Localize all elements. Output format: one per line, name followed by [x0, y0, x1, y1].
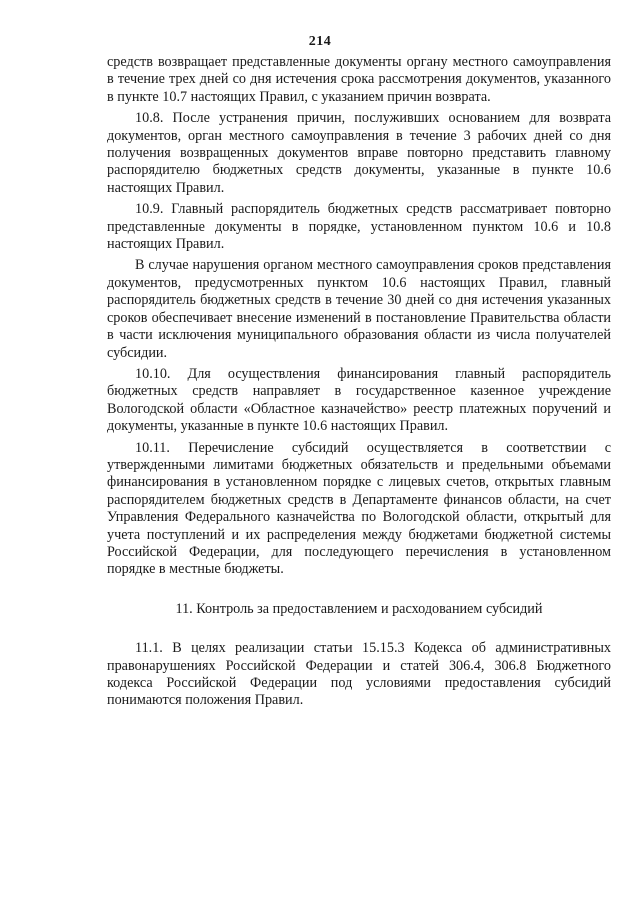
- paragraph-10-11: 10.11. Перечисление субсидий осуществляется в соответствии с утвержденными лимитами бюджетных обязательств и предельными объемами финансирования в установленном порядке с лицевых счетов, открытых главным распорядителем бюджетных средств в Департаменте финансов области, на счет Управления Федерального казначейства по Вологодской области, открытый для учета поступлений и их распределения между бюджетами бюджетной системы Российской Федерации, для последующего перечисления в установленном порядке в местные бюджеты.: [107, 439, 611, 578]
- paragraph-11-1: 11.1. В целях реализации статьи 15.15.3 Кодекса об административных правонарушениях Российской Федерации и статей 306.4, 306.8 Бюджетного кодекса Российской Федерации под условиями предоставления субсидий понимаются положения Правил.: [107, 640, 611, 709]
- paragraph-continuation: средств возвращает представленные документы органу местного самоуправления в течение трех дней со дня истечения срока рассмотрения документов, указанного в пункте 10.7 настоящих Правил, с указанием причин возврата.: [107, 54, 611, 105]
- paragraph-10-9: 10.9. Главный распорядитель бюджетных средств рассматривает повторно представленные документы в порядке, установленном пунктом 10.6 и 10.8 настоящих Правил.: [107, 201, 611, 253]
- section-heading: 11. Контроль за предоставлением и расходованием субсидий: [175, 600, 543, 617]
- paragraph-deadline-violation: В случае нарушения органом местного самоуправления сроков представления документов, предусмотренных пунктом 10.6 настоящих Правил, главный распорядитель бюджетных средств в течение 30 дней со дня истечения указанных сроков обеспечивает внесение изменений в постановление Правительства области в части исключения муниципального образования области из числа получателей субсидии.: [107, 257, 611, 361]
- document-body: [107, 54, 611, 714]
- page-number: 214: [308, 34, 332, 49]
- paragraph-10-10: 10.10. Для осуществления финансирования главный распорядитель бюджетных средств направляет в государственное казенное учреждение Вологодской области «Областное казначейство» реестр платежных поручений и документы, указанные в пункте 10.6 настоящих Правил.: [107, 365, 611, 435]
- paragraph-10-8: 10.8. После устранения причин, послуживших основанием для возврата документов, орган местного самоуправления в течение 3 рабочих дней со дня получения возвращенных документов вправе повторно представить главному распорядителю бюджетных средств документы, указанные в пункте 10.6 настоящих Правил.: [107, 110, 611, 196]
